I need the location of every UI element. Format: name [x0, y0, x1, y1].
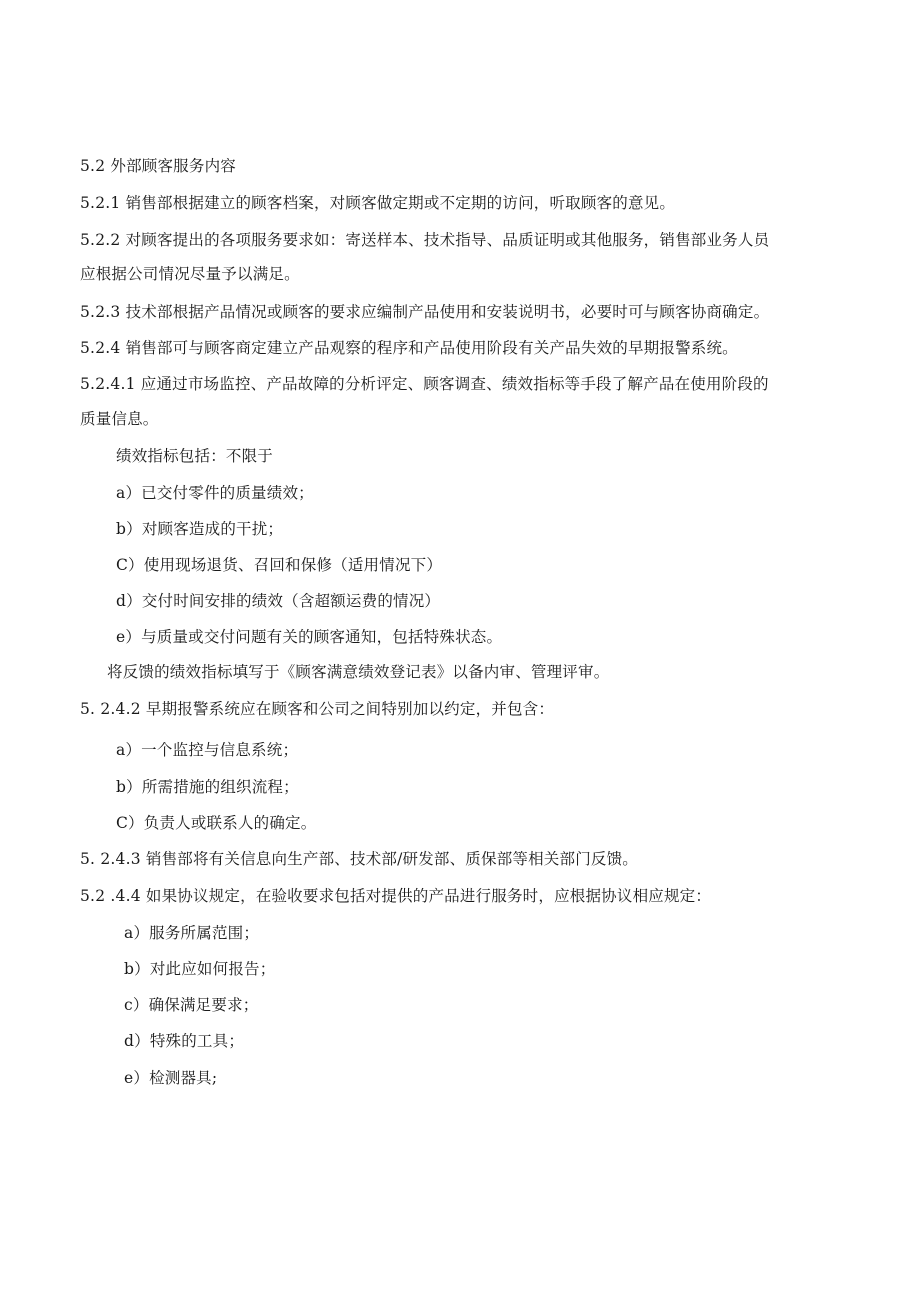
service-item-d: d）特殊的工具；: [124, 1032, 245, 1050]
service-item-b: b）对此应如何报告；: [124, 960, 276, 978]
service-item-a: a）服务所属范围；: [124, 924, 260, 942]
warning-item-a: a）一个监控与信息系统；: [116, 741, 299, 759]
kpi-item-e: e）与质量或交付问题有关的顾客通知，包括特殊状态。: [116, 628, 503, 646]
service-item-e: e）检测器具;: [124, 1069, 218, 1087]
warning-item-c: C）负责人或联系人的确定。: [116, 814, 317, 832]
paragraph-5-2-4-2: 5. 2.4.2 早期报警系统应在顾客和公司之间特别加以约定，并包含：: [80, 700, 555, 718]
kpi-item-b: b）对顾客造成的干扰；: [116, 520, 284, 538]
feedback-note: 将反馈的绩效指标填写于《顾客满意绩效登记表》以备内审、管理评审。: [107, 663, 610, 681]
warning-item-b: b）所需措施的组织流程；: [116, 778, 299, 796]
kpi-item-d: d）交付时间安排的绩效（含超额运费的情况）: [116, 592, 441, 610]
paragraph-5-2-2-line2: 应根据公司情况尽量予以满足。: [80, 265, 300, 283]
kpi-intro: 绩效指标包括：不限于: [116, 447, 274, 465]
section-title: 5.2 外部顾客服务内容: [80, 157, 236, 175]
paragraph-5-2-2-line1: 5.2.2 对顾客提出的各项服务要求如：寄送样本、技术指导、品质证明或其他服务，销售部业务人员: [80, 231, 770, 249]
kpi-item-c: C）使用现场退货、召回和保修（适用情况下）: [116, 556, 443, 574]
paragraph-5-2-4-3: 5. 2.4.3 销售部将有关信息向生产部、技术部/研发部、质保部等相关部门反馈。: [80, 850, 639, 868]
paragraph-5-2-3: 5.2.3 技术部根据产品情况或顾客的要求应编制产品使用和安装说明书，必要时可与顾客协商确定。: [80, 303, 770, 321]
kpi-item-a: a）已交付零件的质量绩效；: [116, 484, 314, 502]
paragraph-5-2-1: 5.2.1 销售部根据建立的顾客档案，对顾客做定期或不定期的访问，听取顾客的意见。: [80, 194, 676, 212]
paragraph-5-2-4-4: 5.2 .4.4 如果协议规定，在验收要求包括对提供的产品进行服务时，应根据协议相应规定：: [80, 887, 712, 905]
paragraph-5-2-4-1-line2: 质量信息。: [80, 410, 159, 428]
paragraph-5-2-4: 5.2.4 销售部可与顾客商定建立产品观察的程序和产品使用阶段有关产品失效的早期报警系统。: [80, 339, 738, 357]
service-item-c: c）确保满足要求；: [124, 996, 259, 1014]
paragraph-5-2-4-1-line1: 5.2.4.1 应通过市场监控、产品故障的分析评定、顾客调查、绩效指标等手段了解产品在使用阶段的: [80, 375, 769, 393]
